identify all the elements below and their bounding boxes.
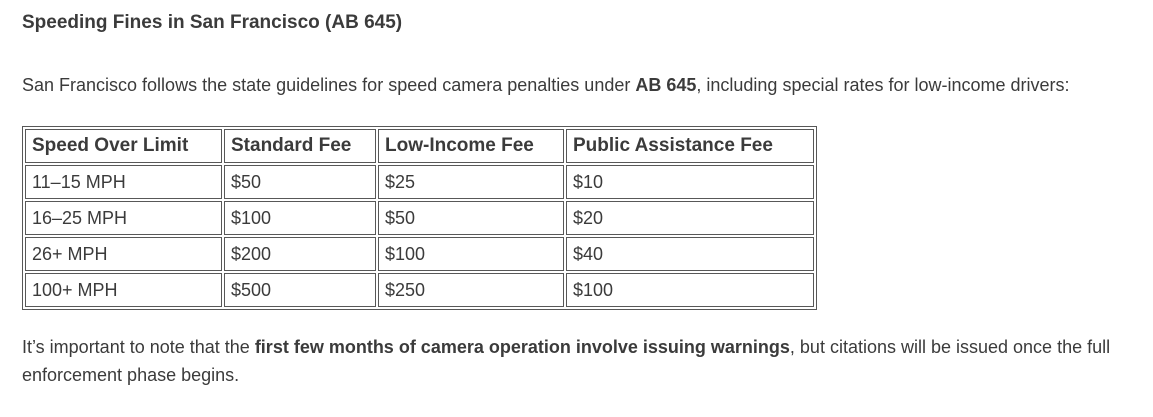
column-header-low-income-fee: Low-Income Fee: [378, 129, 564, 163]
table-row: [25, 237, 814, 271]
table-cell: 100+ MPH: [25, 273, 222, 307]
table-cell: $40: [566, 237, 814, 271]
table-cell: $100: [566, 273, 814, 307]
table-cell: $500: [224, 273, 376, 307]
table-cell: 26+ MPH: [25, 237, 222, 271]
table-cell: $100: [224, 201, 376, 235]
table-cell: $50: [224, 165, 376, 199]
table-cell: $10: [566, 165, 814, 199]
table-row: [25, 273, 814, 307]
footer-text-before: It’s important to note that the: [22, 337, 255, 357]
speeding-fines-table: [22, 126, 817, 310]
table-row: [25, 201, 814, 235]
document-body: [22, 12, 1133, 389]
column-header-speed-over-limit: Speed Over Limit: [25, 129, 222, 163]
law-reference-bold: AB 645: [635, 75, 697, 95]
page-title: Speeding Fines in San Francisco (AB 645): [22, 12, 403, 33]
warning-phase-bold: first few months of camera operation involve issuing warnings: [254, 337, 790, 357]
table-cell: $20: [566, 201, 814, 235]
table-cell: $200: [224, 237, 376, 271]
table-cell: 16–25 MPH: [25, 201, 222, 235]
intro-paragraph: [22, 71, 1133, 99]
table-cell: $100: [378, 237, 564, 271]
table-header-row: [25, 129, 814, 163]
column-header-standard-fee: Standard Fee: [224, 129, 376, 163]
footer-paragraph: [22, 333, 1133, 389]
table-cell: 11–15 MPH: [25, 165, 222, 199]
table-row: [25, 165, 814, 199]
table-cell: $250: [378, 273, 564, 307]
intro-text-before: San Francisco follows the state guidelines for speed camera penalties under: [22, 75, 636, 95]
table-cell: $50: [378, 201, 564, 235]
table-cell: $25: [378, 165, 564, 199]
intro-text-after: , including special rates for low-income drivers:: [696, 75, 1070, 95]
column-header-public-assistance-fee: Public Assistance Fee: [566, 129, 814, 163]
footer-text-after: , but citations will be issued once the full enforcement phase begins.: [22, 337, 1111, 385]
